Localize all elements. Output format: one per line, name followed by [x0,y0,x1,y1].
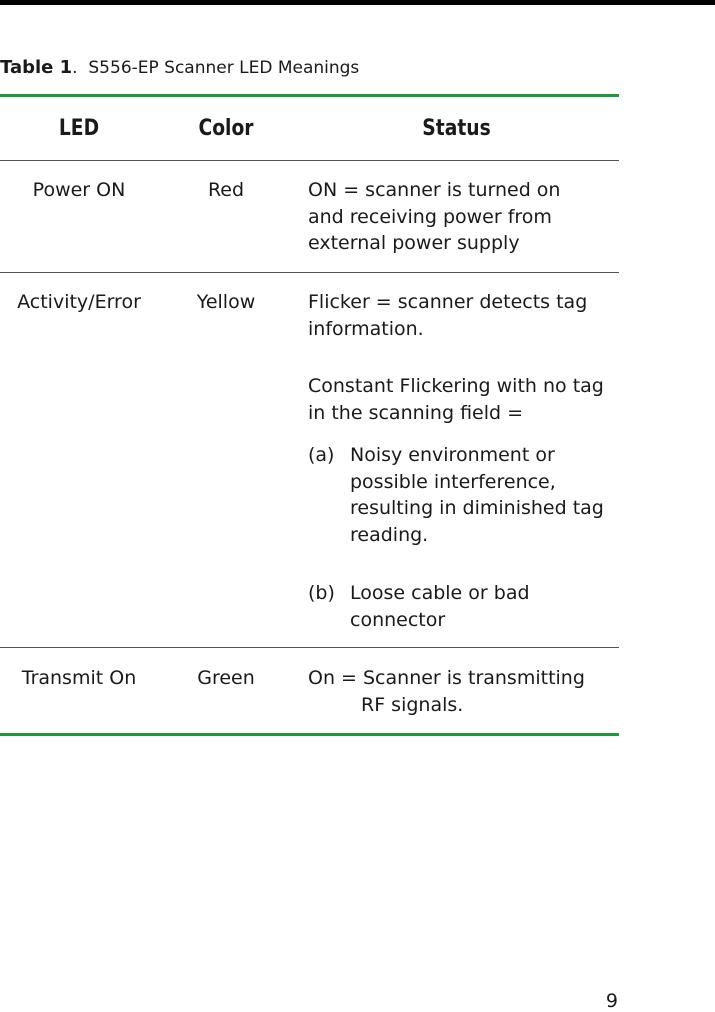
row3-status [308,665,613,718]
row-divider [0,647,619,648]
row3-led: Transmit On [21,667,137,689]
top-rule [0,0,715,5]
header-led: LED [58,116,100,141]
row2-color: Yellow [196,291,256,313]
list-text [350,442,604,548]
caption-separator: . [72,58,78,78]
status-line: information. [308,317,424,340]
row2-status-a [308,289,613,342]
row2-status-b [308,373,613,426]
row1-led: Power ON [32,179,126,201]
status-line: resulting in diminished tag [350,497,604,519]
status-line: Loose cable or bad [350,582,530,604]
status-line: in the scanning field = [308,401,524,424]
row1-status [308,177,613,257]
caption-label: Table 1 [0,57,73,78]
status-line: possible interference, [350,470,556,493]
list-item-a [308,442,613,552]
list-marker: (b) [308,582,335,604]
list-marker: (a) [308,444,335,466]
status-line: On = Scanner is transmitting [308,667,585,689]
list-item-b [308,580,613,636]
table-caption [0,57,359,78]
status-line: Noisy environment or [350,444,555,466]
header-color: Color [198,116,254,141]
status-line: reading. [350,523,429,546]
row3-color: Green [197,667,255,689]
status-line: connector [350,608,446,631]
status-line: external power supply [308,232,520,254]
row1-color: Red [207,179,245,201]
page-number: 9 [605,990,618,1012]
table-bottom-rule [0,733,619,736]
header-divider [0,160,619,161]
list-text [350,580,530,633]
header-status: Status [422,116,491,141]
status-line: ON = scanner is turned on [308,179,561,201]
row2-led: Activity/Error [17,291,141,313]
status-line: Constant Flickering with no tag [308,375,604,397]
status-line: and receiving power from [308,205,552,228]
caption-text: S556-EP Scanner LED Meanings [88,58,360,78]
status-line: Flicker = scanner detects tag [308,291,588,313]
table-top-rule [0,94,619,97]
row-divider [0,272,619,273]
status-line: RF signals. [361,693,464,716]
